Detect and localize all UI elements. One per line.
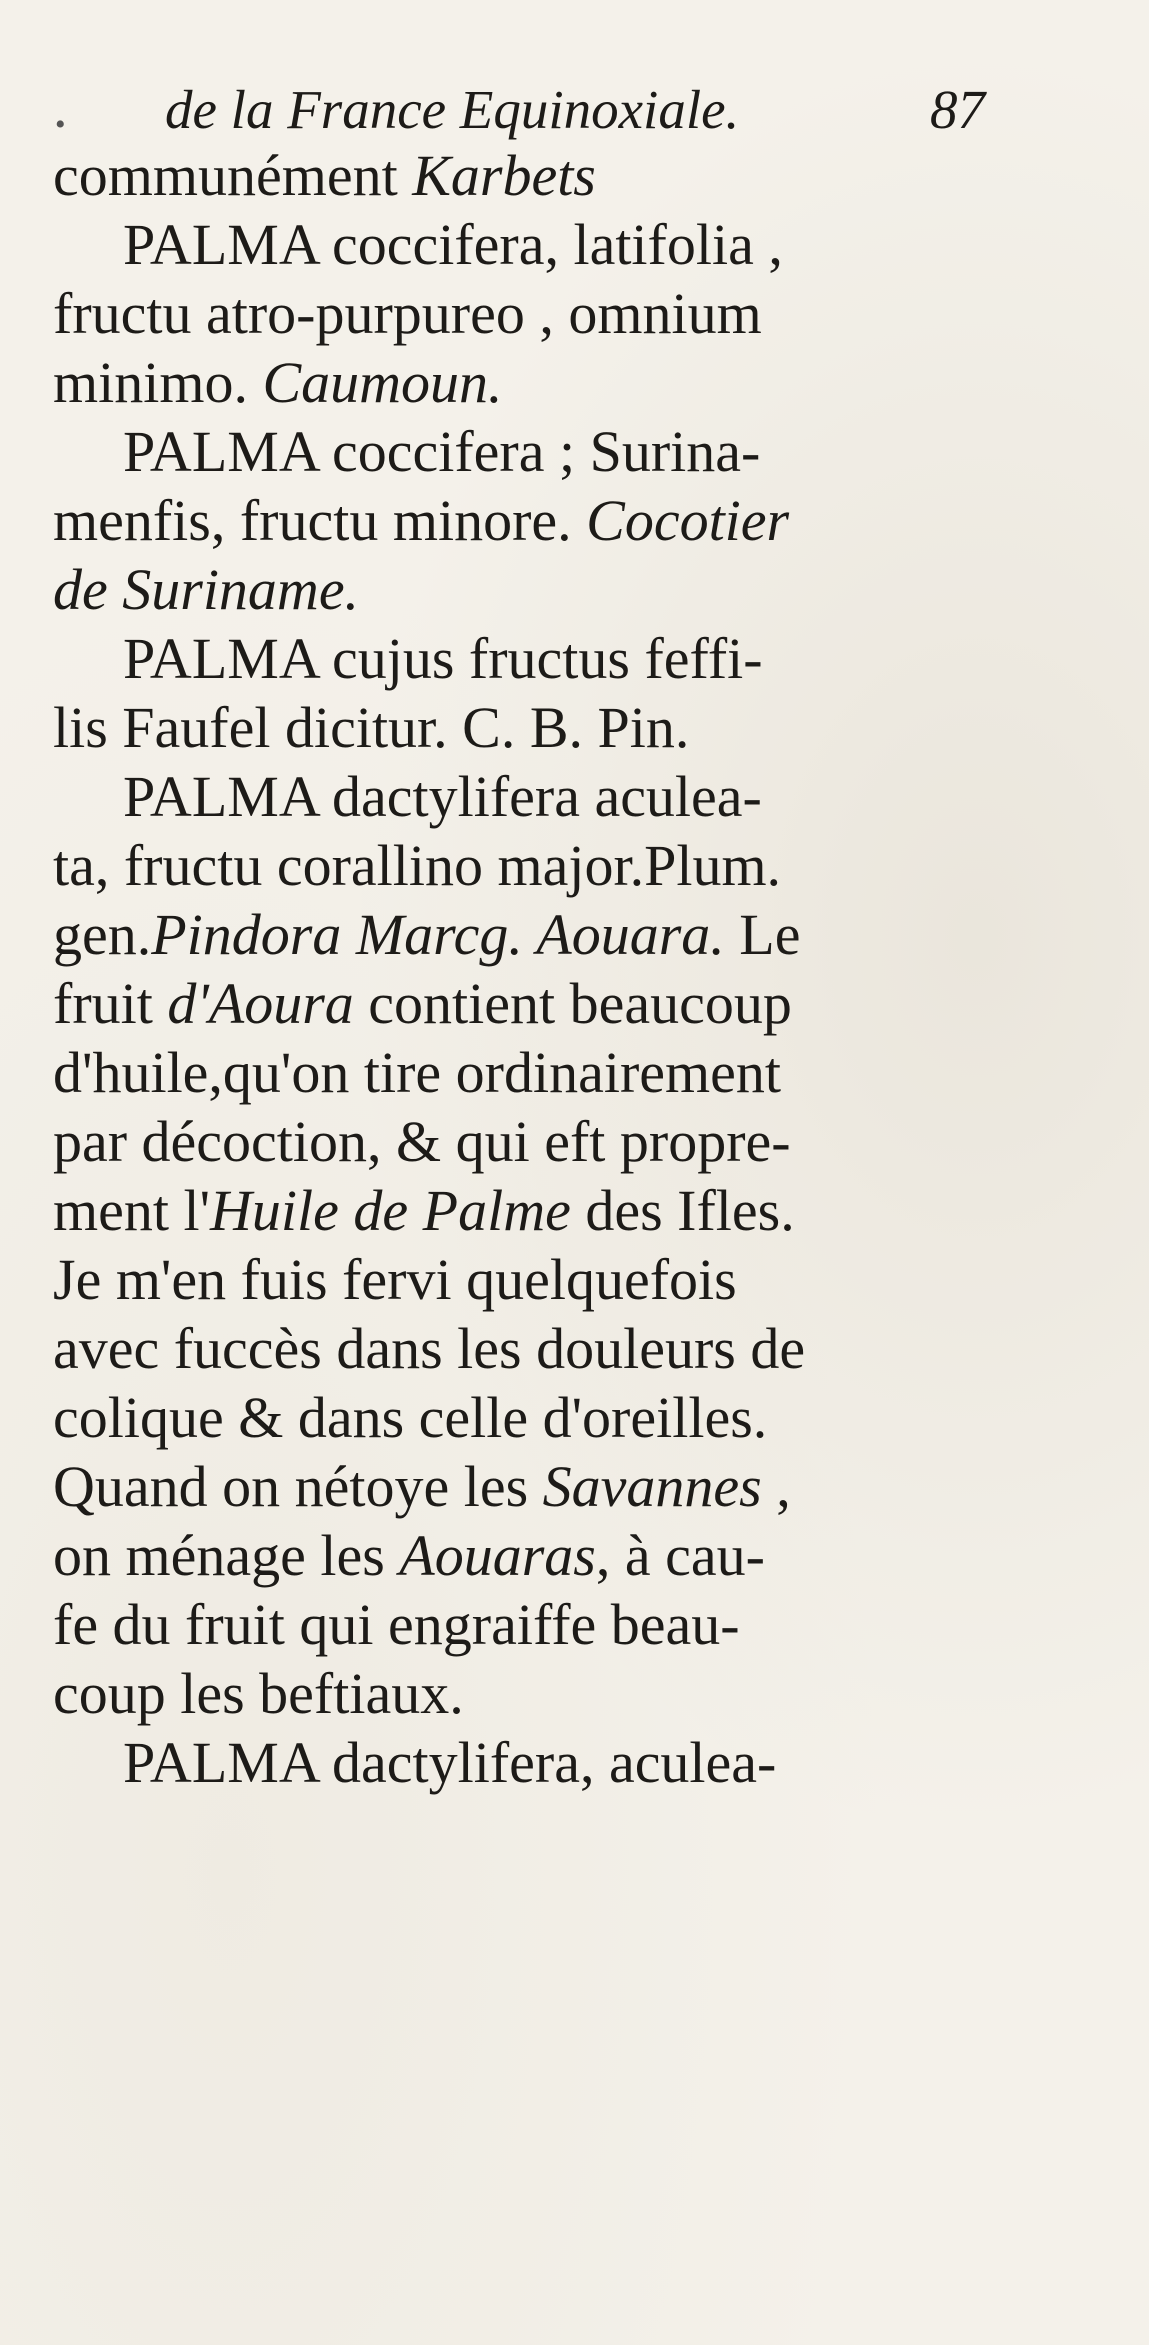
text-line: lis Faufel dicitur. C. B. Pin. <box>53 695 690 760</box>
text-line: colique & dans celle d'oreilles. <box>53 1385 768 1450</box>
body-text <box>53 141 983 1797</box>
page-header <box>55 70 985 150</box>
text-line: ta, fructu corallino major.Plum. <box>53 833 782 898</box>
text-line: PALMA dactylifera aculea- <box>123 764 762 829</box>
text-line: Quand on nétoye les Savannes , <box>53 1454 791 1519</box>
ink-dot: • <box>55 108 66 141</box>
text-line: de Suriname. <box>53 557 360 622</box>
text-line: par décoction, & qui eft propre- <box>53 1109 791 1174</box>
text-line: avec fuccès dans les douleurs de <box>53 1316 806 1381</box>
text-line: coup les beftiaux. <box>53 1661 464 1726</box>
text-line: Je m'en fuis fervi quelquefois <box>53 1247 737 1312</box>
text-line: fe du fruit qui engraiffe beau- <box>53 1592 740 1657</box>
text-line: PALMA coccifera ; Surina- <box>123 419 761 484</box>
text-line: PALMA coccifera, latifolia , <box>123 212 783 277</box>
text-line: on ménage les Aouaras, à cau- <box>53 1523 765 1588</box>
text-line: d'huile,qu'on tire ordinairement <box>53 1040 781 1105</box>
text-line: PALMA dactylifera, aculea- <box>123 1730 777 1795</box>
running-title: de la France Equinoxiale. <box>165 79 740 140</box>
page-number: 87 <box>930 79 985 140</box>
text-line: menfis, fructu minore. Cocotier <box>53 488 790 553</box>
text-line: gen.Pindora Marcg. Aouara. Le <box>53 902 801 967</box>
text-line: communément Karbets <box>53 143 596 208</box>
text-line: ment l'Huile de Palme des Ifles. <box>53 1178 795 1243</box>
text-line: fructu atro-purpureo , omnium <box>53 281 762 346</box>
text-line: minimo. Caumoun. <box>53 350 503 415</box>
text-line: PALMA cujus fructus feffi- <box>123 626 763 691</box>
text-line: fruit d'Aoura contient beaucoup <box>53 971 792 1036</box>
